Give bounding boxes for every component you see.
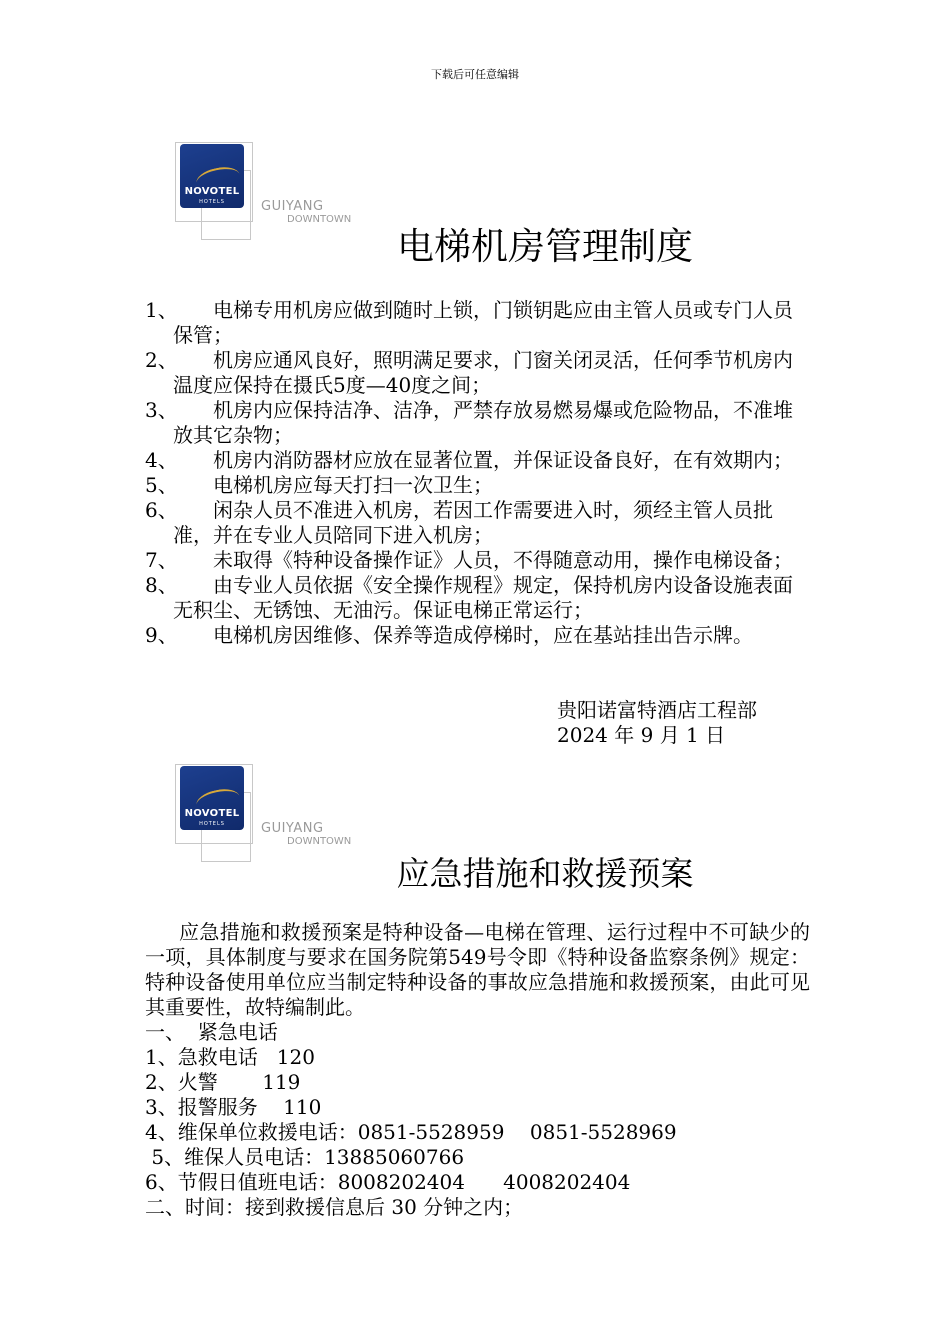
header-note: 下载后可任意编辑: [431, 68, 519, 81]
emergency-list: [145, 1020, 677, 1220]
section2-title: 应急措施和救援预案: [396, 854, 694, 893]
rule-number: 7、: [145, 548, 178, 572]
novotel-badge: [180, 766, 244, 830]
rule-number: 5、: [145, 473, 178, 497]
emergency-line: 3、报警服务 110: [145, 1095, 322, 1119]
rule-number: 8、: [145, 573, 178, 597]
signoff-date: 2024 年 9 月 1 日: [557, 723, 726, 747]
emergency-line: 一、 紧急电话: [145, 1020, 278, 1044]
emergency-line: 4、维保单位救援电话：0851-5528959 0851-5528969: [145, 1120, 677, 1144]
emergency-line: 5、维保人员电话：13885060766: [145, 1145, 465, 1169]
rules-list: [145, 298, 810, 648]
rule-item: [145, 448, 810, 473]
rule-number: 1、: [145, 298, 178, 322]
novotel-badge: [180, 144, 244, 208]
logo-sub: HOTELS: [199, 821, 225, 827]
emergency-line: 6、节假日值班电话：8008202404 4008202404: [145, 1170, 631, 1194]
rule-item: [145, 573, 810, 623]
emergency-line: 1、急救电话 120: [145, 1045, 315, 1069]
rule-text: 电梯机房因维修、保养等造成停梯时，应在基站挂出告示牌。: [213, 623, 753, 647]
rule-text: 由专业人员依据《安全操作规程》规定，保持机房内设备设施表面无积尘、无锈蚀、无油污。保证电梯正常运行；: [173, 573, 793, 622]
rule-number: 6、: [145, 498, 178, 522]
rule-item: [145, 548, 810, 573]
logo-brand: NOVOTEL: [184, 186, 240, 197]
rule-text: 机房内消防器材应放在显著位置，并保证设备良好，在有效期内；: [213, 448, 793, 472]
logo-brand: NOVOTEL: [184, 808, 240, 819]
section2-intro: 应急措施和救援预案是特种设备—电梯在管理、运行过程中不可缺少的一项，具体制度与要求在国务院第549号令即《特种设备监察条例》规定：特种设备使用单位应当制定特种设备的事故应急措施和救援预案，由此可见其重要性，故特编制此。: [145, 920, 810, 1019]
logo-city: GUIYANG: [261, 199, 324, 214]
rule-text: 闲杂人员不准进入机房，若因工作需要进入时，须经主管人员批准，并在专业人员陪同下进入机房；: [173, 498, 773, 547]
section1-title: 电梯机房管理制度: [397, 225, 693, 268]
rule-number: 9、: [145, 623, 178, 647]
rule-text: 未取得《特种设备操作证》人员，不得随意动用，操作电梯设备；: [213, 548, 793, 572]
rule-text: 机房应通风良好，照明满足要求，门窗关闭灵活，任何季节机房内温度应保持在摄氏5度—40度之间；: [173, 348, 793, 397]
rule-number: 4、: [145, 448, 178, 472]
rule-item: [145, 473, 810, 498]
emergency-line: 二、时间：接到救援信息后 30 分钟之内；: [145, 1195, 524, 1219]
rule-item: [145, 623, 810, 648]
rule-item: [145, 298, 810, 348]
signoff-org: 贵阳诺富特酒店工程部: [557, 698, 757, 722]
rule-item: [145, 348, 810, 398]
rule-text: 机房内应保持洁净、洁净，严禁存放易燃易爆或危险物品，不准堆放其它杂物；: [173, 398, 793, 447]
rule-item: [145, 398, 810, 448]
rule-text: 电梯专用机房应做到随时上锁，门锁钥匙应由主管人员或专门人员保管；: [173, 298, 793, 347]
rule-number: 2、: [145, 348, 178, 372]
logo-sub: HOTELS: [199, 199, 225, 205]
rule-number: 3、: [145, 398, 178, 422]
logo-area: DOWNTOWN: [287, 214, 352, 225]
rule-item: [145, 498, 810, 548]
logo-city: GUIYANG: [261, 821, 324, 836]
emergency-line: 2、火警 119: [145, 1070, 301, 1094]
logo-area: DOWNTOWN: [287, 836, 352, 847]
rule-text: 电梯机房应每天打扫一次卫生；: [213, 473, 493, 497]
